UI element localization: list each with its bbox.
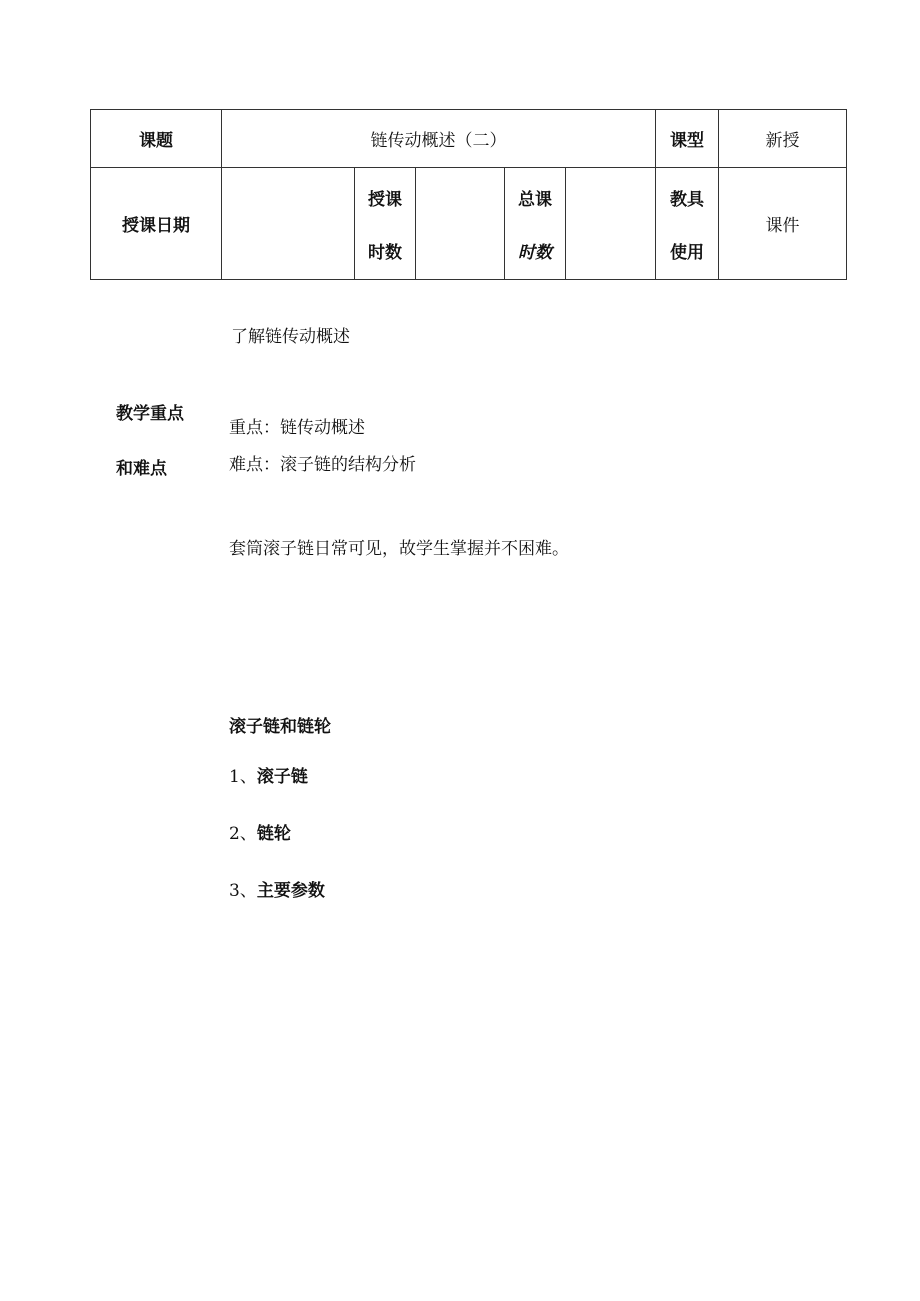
topic-label: 课题 xyxy=(91,110,222,168)
total-label-line2: 时数 xyxy=(518,242,552,263)
content-item-1-text: 滚子链 xyxy=(256,767,308,787)
student-analysis: 套筒滚子链日常可见，故学生掌握并不困难。 xyxy=(229,539,569,559)
total-value xyxy=(566,168,656,280)
date-value xyxy=(222,168,355,280)
hours-value xyxy=(416,168,505,280)
key-points-label-line1: 教学重点 xyxy=(116,404,184,424)
content-item-3-text: 主要参数 xyxy=(256,881,325,901)
content-item-1 xyxy=(229,769,308,786)
key-points-label-line2: 和难点 xyxy=(116,459,167,479)
content-item-3 xyxy=(229,883,325,900)
topic-value: 链传动概述（二） xyxy=(222,110,656,168)
total-label-line1: 总课 xyxy=(518,189,552,210)
content-heading: 滚子链和链轮 xyxy=(229,717,331,737)
tools-value: 课件 xyxy=(719,168,847,280)
total-label-cell xyxy=(505,168,566,280)
tools-label-line2: 使用 xyxy=(670,242,705,263)
tools-label-cell xyxy=(656,168,719,280)
type-label: 课型 xyxy=(656,110,719,168)
table-row-topic xyxy=(91,110,847,168)
date-label: 授课日期 xyxy=(91,168,222,280)
type-value: 新授 xyxy=(719,110,847,168)
content-item-1-number: 1、 xyxy=(229,767,257,787)
content-item-2-number: 2、 xyxy=(229,824,257,844)
content-item-2 xyxy=(229,826,291,843)
tools-label-line1: 教具 xyxy=(670,189,705,210)
hours-label-line2: 时数 xyxy=(368,242,402,263)
table-row-date xyxy=(91,168,847,280)
content-item-3-number: 3、 xyxy=(229,881,257,901)
hours-label-cell xyxy=(355,168,416,280)
lesson-header-table xyxy=(90,109,847,280)
hours-label-line1: 授课 xyxy=(368,189,402,210)
content-item-2-text: 链轮 xyxy=(256,824,291,844)
difficulty-text: 难点：滚子链的结构分析 xyxy=(229,455,416,475)
teaching-objective: 了解链传动概述 xyxy=(231,327,350,347)
key-point-text: 重点：链传动概述 xyxy=(229,418,365,438)
